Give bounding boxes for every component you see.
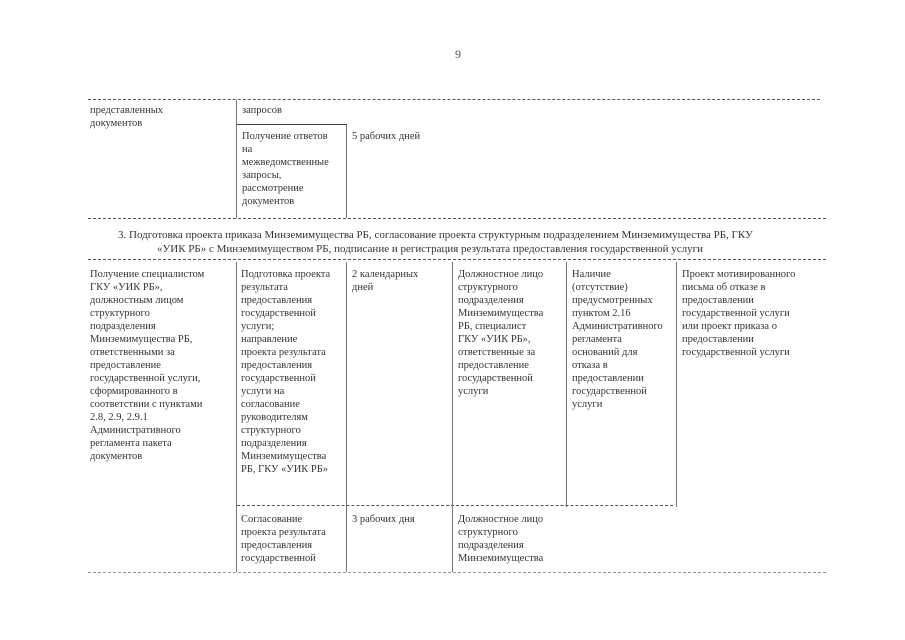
main-cell-responsible: Должностное лицо структурного подразделения Минземимущества РБ, специалист ГКУ «УИК РБ», ответственные за предоставление государственной услуги (458, 269, 544, 397)
main-cell-duration: 2 календарных дней (352, 269, 419, 293)
sub-row-divider (237, 505, 673, 506)
column-divider-5 (676, 262, 677, 507)
column-divider-3 (452, 262, 453, 572)
column-divider-1 (236, 262, 237, 572)
top-cell-requests: запросов (242, 105, 282, 116)
top-cell-duration: 5 рабочих дней (352, 131, 421, 142)
column-divider-2 (346, 262, 347, 572)
section-heading-line-1: 3. Подготовка проекта приказа Минземимущества РБ, согласование проекта структурным подразделением Минземимущества РБ, ГКУ (118, 229, 753, 241)
column-divider-4 (566, 262, 567, 507)
table-top-border (88, 99, 820, 100)
section-top-border (88, 218, 826, 219)
section-bottom-border (88, 259, 826, 260)
main-cell-result: Проект мотивированного письма об отказе в предоставлении государственной услуги или проект приказа о предоставлении государственной услуги (682, 269, 796, 358)
top-cell-responses: Получение ответов на межведомственные запросы, рассмотрение документов (242, 131, 329, 207)
next-cell-responsible: Должностное лицо структурного подразделения Минземимущества (458, 514, 544, 564)
page-number: 9 (455, 47, 461, 61)
column-divider-1-upper (236, 100, 237, 218)
column-divider-2-upper (346, 125, 347, 218)
main-cell-criteria: Наличие (отсутствие) предусмотренных пунктом 2.16 Административного регламента оснований для отказа в предоставлении государственной услуги (572, 269, 663, 410)
next-cell-duration: 3 рабочих дня (352, 514, 415, 525)
table-bottom-border (88, 572, 826, 573)
main-cell-receipt: Получение специалистом ГКУ «УИК РБ», должностным лицом структурного подразделения Минземимущества РБ, ответственными за предоставление государственной услуги, сформированного в соответствии с пунктами 2.8, 2.9, 2.9.1 Административного регламента пакета документов (90, 269, 205, 462)
main-cell-preparation: Подготовка проекта результата предоставления государственной услуги; направление проекта результата предоставления государственной услуги на согласование руководителям структурного подразделения Минземимущества РБ, ГКУ «УИК РБ» (241, 269, 331, 475)
next-cell-approval: Согласование проекта результата предоставления государственной (241, 514, 326, 564)
section-heading-line-2: «УИК РБ» с Минземимуществом РБ, подписание и регистрация результата предоставления государственной услуги (157, 243, 704, 255)
top-cell-documents: представленных документов (90, 105, 164, 129)
inner-row-divider (237, 124, 347, 125)
